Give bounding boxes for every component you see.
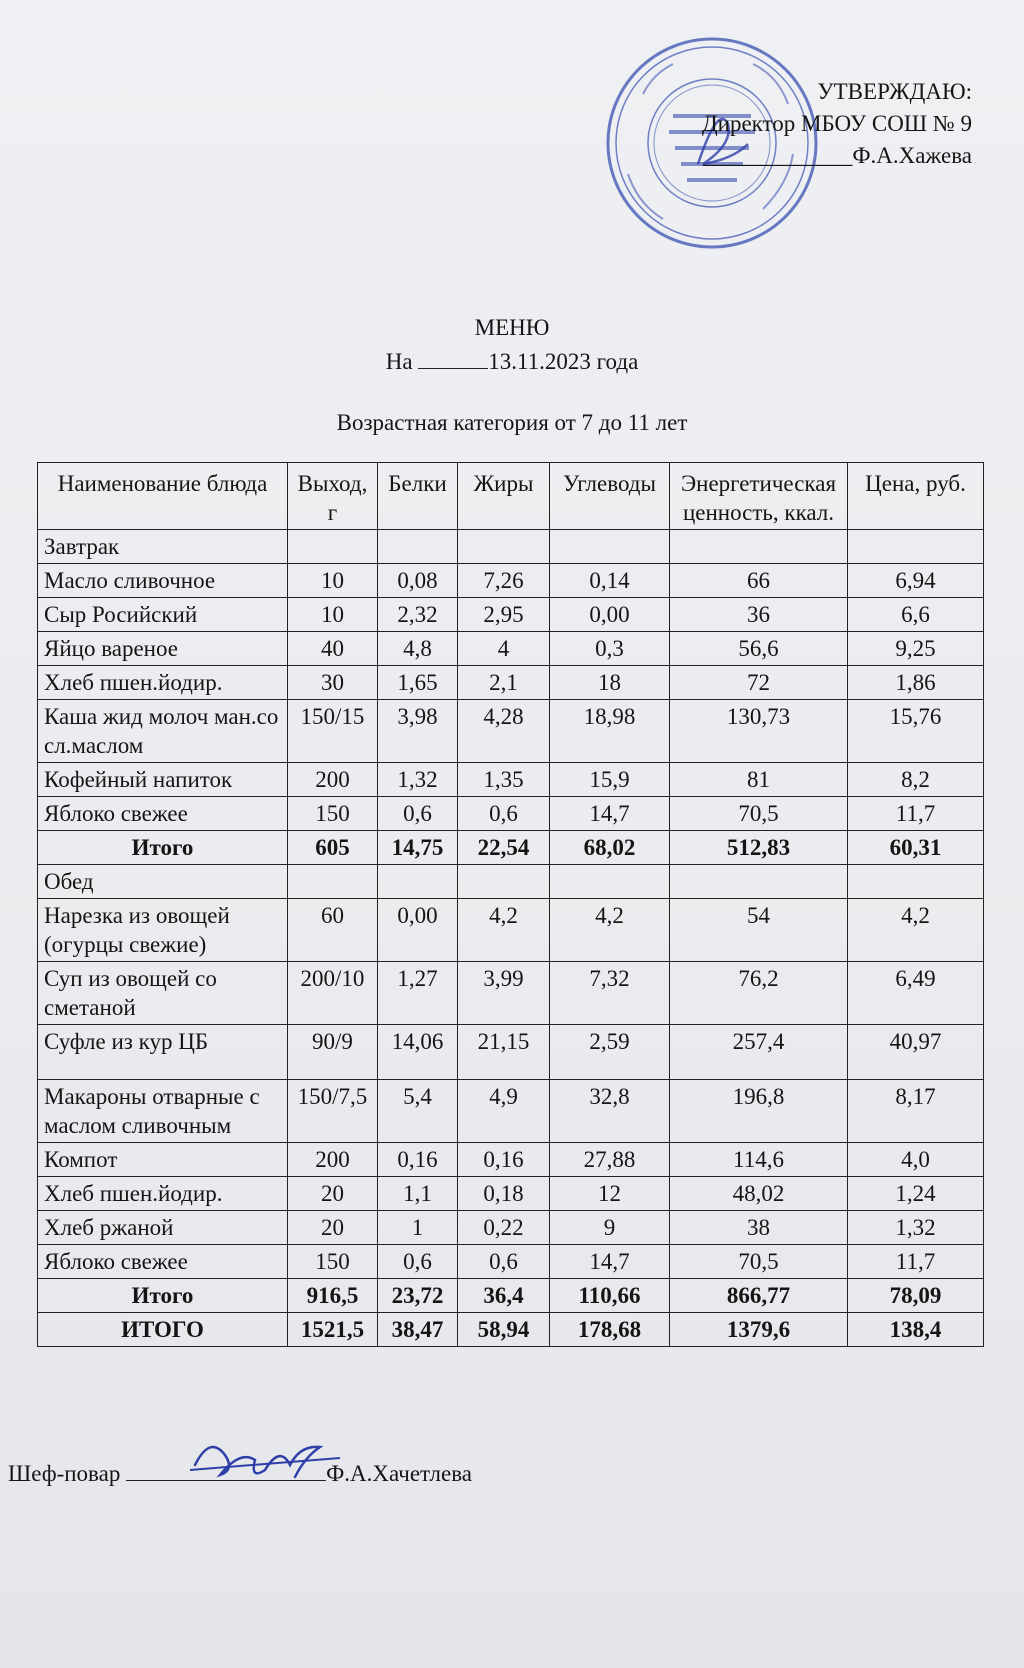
table-header-row — [38, 463, 984, 530]
table-row — [38, 1211, 984, 1245]
cell: 150 — [288, 797, 378, 831]
table-row — [38, 763, 984, 797]
cell: 48,02 — [670, 1177, 848, 1211]
cell: 40 — [288, 632, 378, 666]
section-title: Обед — [38, 865, 288, 899]
cell: 22,54 — [458, 831, 550, 865]
cell: 4,0 — [848, 1143, 984, 1177]
cell: 76,2 — [670, 962, 848, 1025]
dish-name: Сыр Росийский — [38, 598, 288, 632]
cell: 4,2 — [550, 899, 670, 962]
cell: 18 — [550, 666, 670, 700]
header-carbs: Углеводы — [550, 463, 670, 530]
cell: 0,14 — [550, 564, 670, 598]
cell: 38,47 — [378, 1313, 458, 1347]
dish-name: Макароны отварные с маслом сливочным — [38, 1080, 288, 1143]
cell: 90/9 — [288, 1025, 378, 1080]
header-proteins: Белки — [378, 463, 458, 530]
cell: 2,32 — [378, 598, 458, 632]
cell: 916,5 — [288, 1279, 378, 1313]
cell: 81 — [670, 763, 848, 797]
grand-total-row — [38, 1313, 984, 1347]
cell: 8,2 — [848, 763, 984, 797]
cell: 60 — [288, 899, 378, 962]
cell: 1521,5 — [288, 1313, 378, 1347]
cell: 1,86 — [848, 666, 984, 700]
table-row — [38, 1025, 984, 1080]
menu-date — [0, 348, 1024, 375]
cell: 32,8 — [550, 1080, 670, 1143]
table-row — [38, 598, 984, 632]
cell: 10 — [288, 598, 378, 632]
header-energy: Энергетическая ценность, ккал. — [670, 463, 848, 530]
approval-position: Директор МБОУ СОШ № 9 — [701, 111, 972, 136]
breakfast-total-row — [38, 831, 984, 865]
cell: 0,6 — [458, 797, 550, 831]
cell: 4,8 — [378, 632, 458, 666]
dish-name: Яблоко свежее — [38, 1245, 288, 1279]
dish-name: Хлеб пшен.йодир. — [38, 1177, 288, 1211]
cell: 1,32 — [848, 1211, 984, 1245]
lunch-total-row — [38, 1279, 984, 1313]
cell: 56,6 — [670, 632, 848, 666]
cell: 36,4 — [458, 1279, 550, 1313]
cell: 11,7 — [848, 797, 984, 831]
approval-block — [702, 76, 972, 172]
cell: 14,7 — [550, 797, 670, 831]
table-row — [38, 564, 984, 598]
cell: 38 — [670, 1211, 848, 1245]
cell: 10 — [288, 564, 378, 598]
cell: 27,88 — [550, 1143, 670, 1177]
cell: 0,6 — [378, 797, 458, 831]
section-row-lunch — [38, 865, 984, 899]
cell: 54 — [670, 899, 848, 962]
cell: 0,08 — [378, 564, 458, 598]
cell: 605 — [288, 831, 378, 865]
cell: 3,98 — [378, 700, 458, 763]
menu-table — [37, 462, 984, 1347]
dish-name: Кофейный напиток — [38, 763, 288, 797]
cell: 1,1 — [378, 1177, 458, 1211]
dish-name: Компот — [38, 1143, 288, 1177]
cell: 1 — [378, 1211, 458, 1245]
table-row — [38, 666, 984, 700]
section-title: Завтрак — [38, 530, 288, 564]
date-prefix: На — [385, 349, 413, 374]
header-dish: Наименование блюда — [38, 463, 288, 530]
table-row — [38, 1080, 984, 1143]
cell: 30 — [288, 666, 378, 700]
chef-label: Шеф-повар — [8, 1461, 121, 1486]
cell: 72 — [670, 666, 848, 700]
cell: 70,5 — [670, 1245, 848, 1279]
cell: 78,09 — [848, 1279, 984, 1313]
cell: 2,59 — [550, 1025, 670, 1080]
cell: 196,8 — [670, 1080, 848, 1143]
cell: 70,5 — [670, 797, 848, 831]
cell: 0,6 — [378, 1245, 458, 1279]
cell: 0,18 — [458, 1177, 550, 1211]
dish-name: Суп из овощей со сметаной — [38, 962, 288, 1025]
cell: 0,3 — [550, 632, 670, 666]
cell: 23,72 — [378, 1279, 458, 1313]
cell: 20 — [288, 1177, 378, 1211]
cell: 18,98 — [550, 700, 670, 763]
cell: 1,24 — [848, 1177, 984, 1211]
date-underline — [418, 348, 488, 369]
cell: 5,4 — [378, 1080, 458, 1143]
cell: 14,75 — [378, 831, 458, 865]
dish-name: Хлеб ржаной — [38, 1211, 288, 1245]
cell: 1,65 — [378, 666, 458, 700]
cell: 2,1 — [458, 666, 550, 700]
total-label: Итого — [38, 831, 288, 865]
cell: 1,32 — [378, 763, 458, 797]
cell: 150/7,5 — [288, 1080, 378, 1143]
cell: 7,32 — [550, 962, 670, 1025]
cell: 14,06 — [378, 1025, 458, 1080]
dish-name: Яблоко свежее — [38, 797, 288, 831]
cell: 257,4 — [670, 1025, 848, 1080]
age-category: Возрастная категория от 7 до 11 лет — [336, 410, 688, 435]
cell: 4,2 — [848, 899, 984, 962]
cell: 9 — [550, 1211, 670, 1245]
cell: 0,00 — [550, 598, 670, 632]
total-label: Итого — [38, 1279, 288, 1313]
cell: 150 — [288, 1245, 378, 1279]
cell: 6,49 — [848, 962, 984, 1025]
chef-name: Ф.А.Хачетлева — [326, 1461, 472, 1486]
cell: 0,6 — [458, 1245, 550, 1279]
cell: 68,02 — [550, 831, 670, 865]
date-value: 13.11.2023 года — [488, 349, 639, 374]
cell: 200 — [288, 763, 378, 797]
signature-blank — [126, 1460, 326, 1481]
cell: 150/15 — [288, 700, 378, 763]
cell: 1379,6 — [670, 1313, 848, 1347]
cell: 200/10 — [288, 962, 378, 1025]
cell: 4 — [458, 632, 550, 666]
cell: 66 — [670, 564, 848, 598]
cell: 60,31 — [848, 831, 984, 865]
cell: 866,77 — [670, 1279, 848, 1313]
cell: 6,94 — [848, 564, 984, 598]
approval-signature-line: _____________Ф.А.Хажева — [702, 143, 972, 168]
document-title: МЕНЮ — [474, 315, 550, 340]
cell: 7,26 — [458, 564, 550, 598]
cell: 178,68 — [550, 1313, 670, 1347]
dish-name: Нарезка из овощей (огурцы свежие) — [38, 899, 288, 962]
cell: 138,4 — [848, 1313, 984, 1347]
cell: 200 — [288, 1143, 378, 1177]
section-row-breakfast — [38, 530, 984, 564]
header-fats: Жиры — [458, 463, 550, 530]
cell: 12 — [550, 1177, 670, 1211]
cell: 15,76 — [848, 700, 984, 763]
cell: 14,7 — [550, 1245, 670, 1279]
table-row — [38, 1177, 984, 1211]
cell: 0,22 — [458, 1211, 550, 1245]
cell: 20 — [288, 1211, 378, 1245]
header-price: Цена, руб. — [848, 463, 984, 530]
chef-signature-line — [8, 1460, 472, 1487]
cell: 0,16 — [378, 1143, 458, 1177]
table-row — [38, 962, 984, 1025]
cell: 0,00 — [378, 899, 458, 962]
table-row — [38, 899, 984, 962]
cell: 9,25 — [848, 632, 984, 666]
cell: 4,9 — [458, 1080, 550, 1143]
table-row — [38, 797, 984, 831]
cell: 512,83 — [670, 831, 848, 865]
cell: 6,6 — [848, 598, 984, 632]
cell: 130,73 — [670, 700, 848, 763]
cell: 3,99 — [458, 962, 550, 1025]
header-yield: Выход, г — [288, 463, 378, 530]
cell: 40,97 — [848, 1025, 984, 1080]
cell: 0,16 — [458, 1143, 550, 1177]
cell: 15,9 — [550, 763, 670, 797]
cell: 8,17 — [848, 1080, 984, 1143]
dish-name: Масло сливочное — [38, 564, 288, 598]
cell: 11,7 — [848, 1245, 984, 1279]
dish-name: Хлеб пшен.йодир. — [38, 666, 288, 700]
table-row — [38, 1143, 984, 1177]
grand-total-label: ИТОГО — [38, 1313, 288, 1347]
cell: 2,95 — [458, 598, 550, 632]
dish-name: Каша жид молоч ман.со сл.маслом — [38, 700, 288, 763]
dish-name: Яйцо вареное — [38, 632, 288, 666]
table-row — [38, 700, 984, 763]
dish-name: Суфле из кур ЦБ — [38, 1025, 288, 1080]
cell: 58,94 — [458, 1313, 550, 1347]
table-row — [38, 1245, 984, 1279]
cell: 21,15 — [458, 1025, 550, 1080]
cell: 110,66 — [550, 1279, 670, 1313]
cell: 36 — [670, 598, 848, 632]
cell: 4,28 — [458, 700, 550, 763]
table-row — [38, 632, 984, 666]
cell: 1,27 — [378, 962, 458, 1025]
approval-title: УТВЕРЖДАЮ: — [817, 79, 972, 104]
cell: 1,35 — [458, 763, 550, 797]
cell: 114,6 — [670, 1143, 848, 1177]
cell: 4,2 — [458, 899, 550, 962]
